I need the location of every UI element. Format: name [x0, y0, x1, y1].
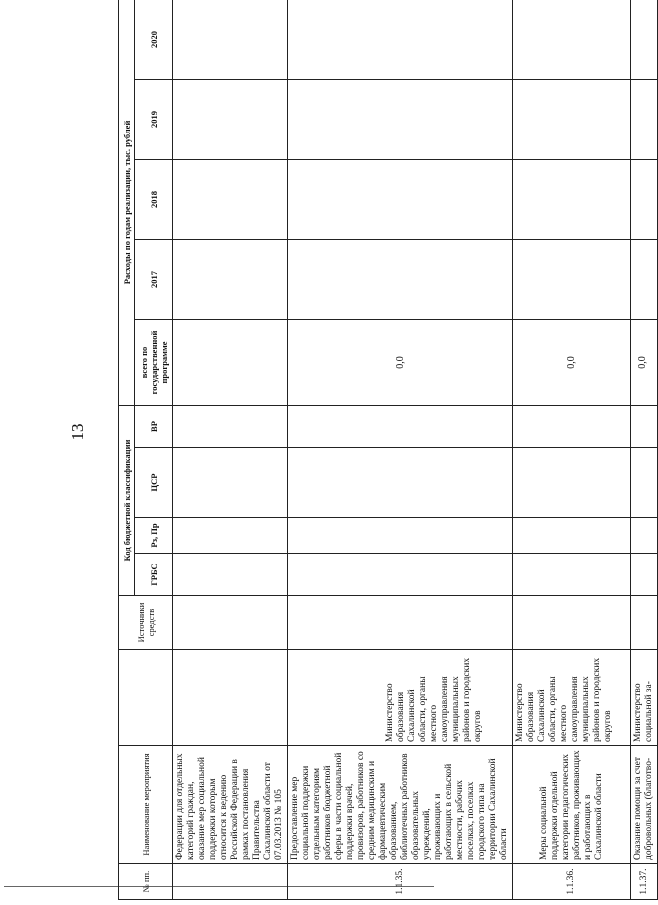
executor-cell: Министерство образования Сахалинской области, органы местного самоуправления муниципальных районов и городских округов — [288, 650, 513, 746]
table-row — [513, 0, 631, 900]
header-rzpr: Рз, Пр — [135, 518, 173, 554]
table-row — [631, 0, 658, 900]
executor-cell: Министерство образования Сахалинской области, органы местного самоуправления муниципальных районов и городских округов — [513, 650, 631, 746]
header-2020: 2020 — [135, 0, 173, 80]
row-number: 1.1.35. — [288, 864, 513, 900]
header-executor — [119, 650, 173, 746]
header-csr: ЦСР — [135, 448, 173, 518]
row-number: 1.1.37. — [631, 864, 658, 900]
activity-name: Меры социальной поддержки отдельной категории педагогических работников, проживающих и работающих в Сахалинской области — [513, 746, 631, 864]
header-vr: ВР — [135, 406, 173, 448]
total-cell: 0,0 — [288, 320, 513, 406]
total-cell — [173, 320, 288, 406]
header-name: Наименование мероприятия — [119, 746, 173, 864]
header-expenses-group: Расходы по годам реализации, тыс. рублей — [119, 0, 135, 406]
activity-name: Оказание помощи за счет добровольных (благотво- — [631, 746, 658, 864]
header-source: Источники средств — [119, 596, 173, 650]
rotated-table-sheet — [118, 0, 654, 900]
row-number: 1.1.36. — [513, 864, 631, 900]
table-row — [288, 0, 513, 900]
executor-cell: Министерство социальной за- — [631, 650, 658, 746]
header-grbs: ГРБС — [135, 554, 173, 596]
header-no: № пп. — [119, 864, 173, 900]
header-code-group: Код бюджетной классификации — [119, 406, 135, 596]
total-cell: 0,0 — [631, 320, 658, 406]
header-2018: 2018 — [135, 160, 173, 240]
total-cell: 0,0 — [513, 320, 631, 406]
table-row — [173, 0, 288, 900]
header-total: всего по государственной программе — [135, 320, 173, 406]
row-number — [173, 864, 288, 900]
page-number: 13 — [68, 423, 87, 441]
header-2017: 2017 — [135, 240, 173, 320]
executor-cell — [173, 650, 288, 746]
activity-name: Предоставление мер социальной поддержки отдельным категориям работников бюджетной сферы в части социальной поддержки врачей, провизоров, работников со средним медицинским и фармацевтическим образованием, библиотечных работников образовательных учреждений, проживающих и работающих в сельской местности, рабочих поселках, поселках городского типа на территории Сахалинской области — [288, 746, 513, 864]
header-2019: 2019 — [135, 80, 173, 160]
activity-name: Федерации для отдельных категорий граждан, оказание мер социальной поддержки которым относится к ведению Российской Федерации в рамках постановления Правительства Сахалинской области от 07.03.2013 № 105 — [173, 746, 288, 864]
program-activities-table — [118, 0, 658, 900]
